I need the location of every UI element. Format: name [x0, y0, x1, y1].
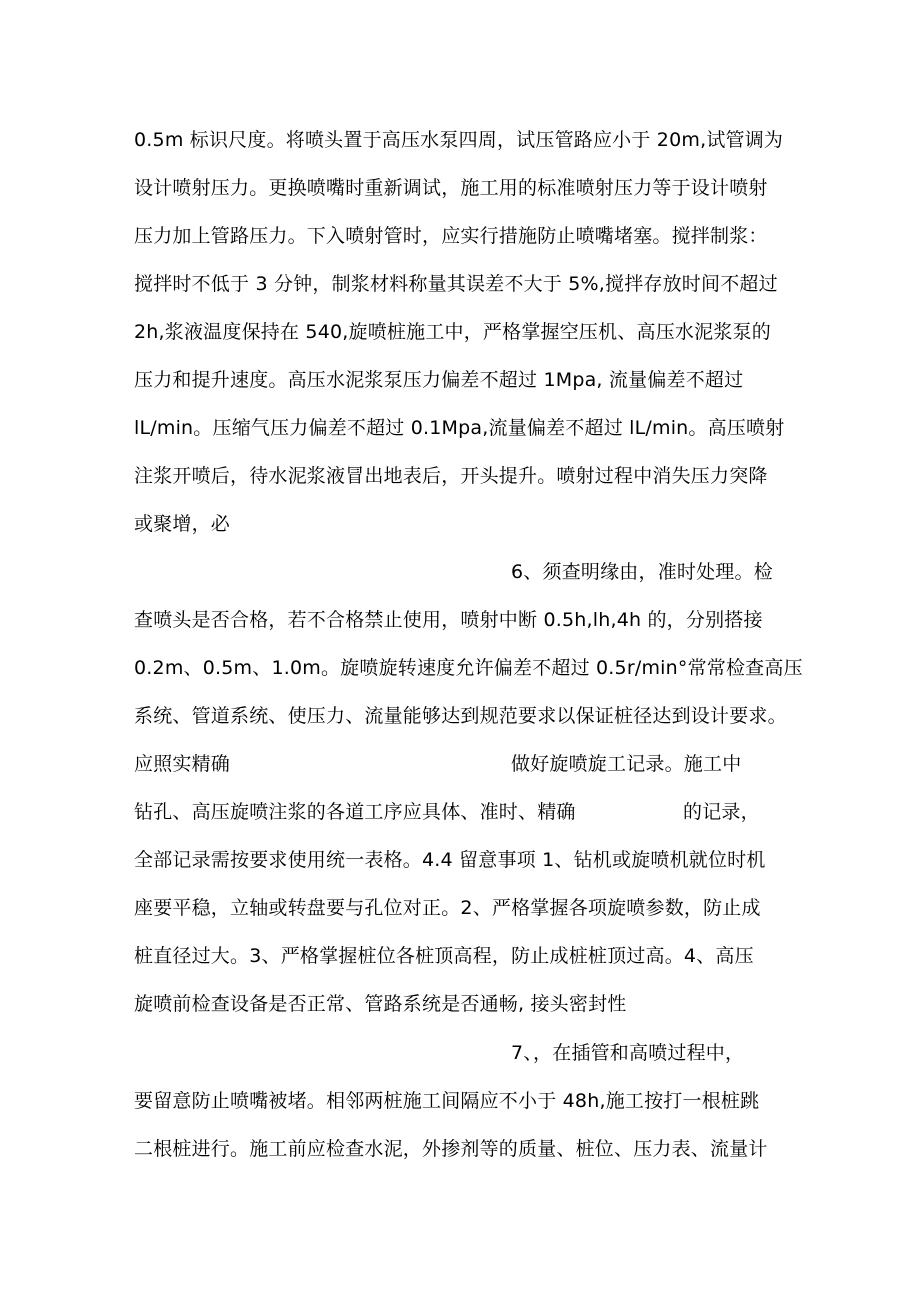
text-line: 或聚增，必 [134, 513, 231, 535]
text-line: 座要平稳，立轴或转盘要与孔位对正。2、严格掌握各项旋喷参数，防止成 [134, 897, 761, 919]
text-line: 应照实精确 [134, 753, 231, 775]
text-line: 的记录， [683, 801, 760, 823]
text-line: 系统、管道系统、使压力、流量能够达到规范要求以保证桩径达到设计要求。 [134, 705, 787, 727]
text-line: 注浆开喷后，待水泥浆液冒出地表后，开头提升。喷射过程中消失压力突降 [134, 465, 768, 487]
text-line: 全部记录需按要求使用统一表格。4.4 留意事项 1、钻机或旋喷机就位时机 [134, 849, 766, 871]
text-line: 二根桩进行。施工前应检查水泥，外掺剂等的质量、桩位、压力表、流量计 [134, 1138, 768, 1160]
text-line: 桩直径过大。3、严格掌握桩位各桩顶高程，防止成桩桩顶过高。4、高压 [134, 945, 754, 967]
text-line: 钻孔、高压旋喷注浆的各道工序应具体、准时、精确 [134, 801, 576, 823]
text-line: 2h,浆液温度保持在 540,旋喷桩施工中，严格掌握空压机、高压水泥浆泵的 [134, 321, 771, 343]
text-line: 0.2m、0.5m、1.0m。旋喷旋转速度允许偏差不超过 0.5r/min°常常检查高压 [134, 657, 803, 679]
text-line: 压力加上管路压力。下入喷射管时，应实行措施防止喷嘴堵塞。搅拌制浆： [134, 225, 768, 247]
text-line: 旋喷前检查设备是否正常、管路系统是否通畅, 接头密封性 [134, 993, 627, 1015]
text-line: 设计喷射压力。更换喷嘴时重新调试，施工用的标准喷射压力等于设计喷射 [134, 177, 768, 199]
section-heading-7: 7、，在插管和高喷过程中， [511, 1042, 745, 1064]
text-line: 搅拌时不低于 3 分钟，制浆材料称量其误差不大于 5%,搅拌存放时间不超过 [134, 273, 778, 295]
text-line: 压力和提升速度。高压水泥浆泵压力偏差不超过 1Mpa, 流量偏差不超过 [134, 369, 744, 391]
text-line: 做好旋喷旋工记录。施工中 [511, 753, 742, 775]
section-heading-6: 6、须查明缘由，准时处理。检 [511, 561, 773, 583]
text-line: 查喷头是否合格，若不合格禁止使用，喷射中断 0.5h,lh,4h 的，分别搭接 [134, 609, 763, 631]
text-line: lL/min。压缩气压力偏差不超过 0.1Mpa,流量偏差不超过 lL/min。高压喷射 [134, 417, 785, 439]
text-line: 要留意防止喷嘴被堵。相邻两桩施工间隔应不小于 48h,施工按打一根桩跳 [134, 1090, 760, 1112]
text-line: 0.5m 标识尺度。将喷头置于高压水泵四周，试压管路应小于 20m,试管调为 [134, 129, 784, 151]
